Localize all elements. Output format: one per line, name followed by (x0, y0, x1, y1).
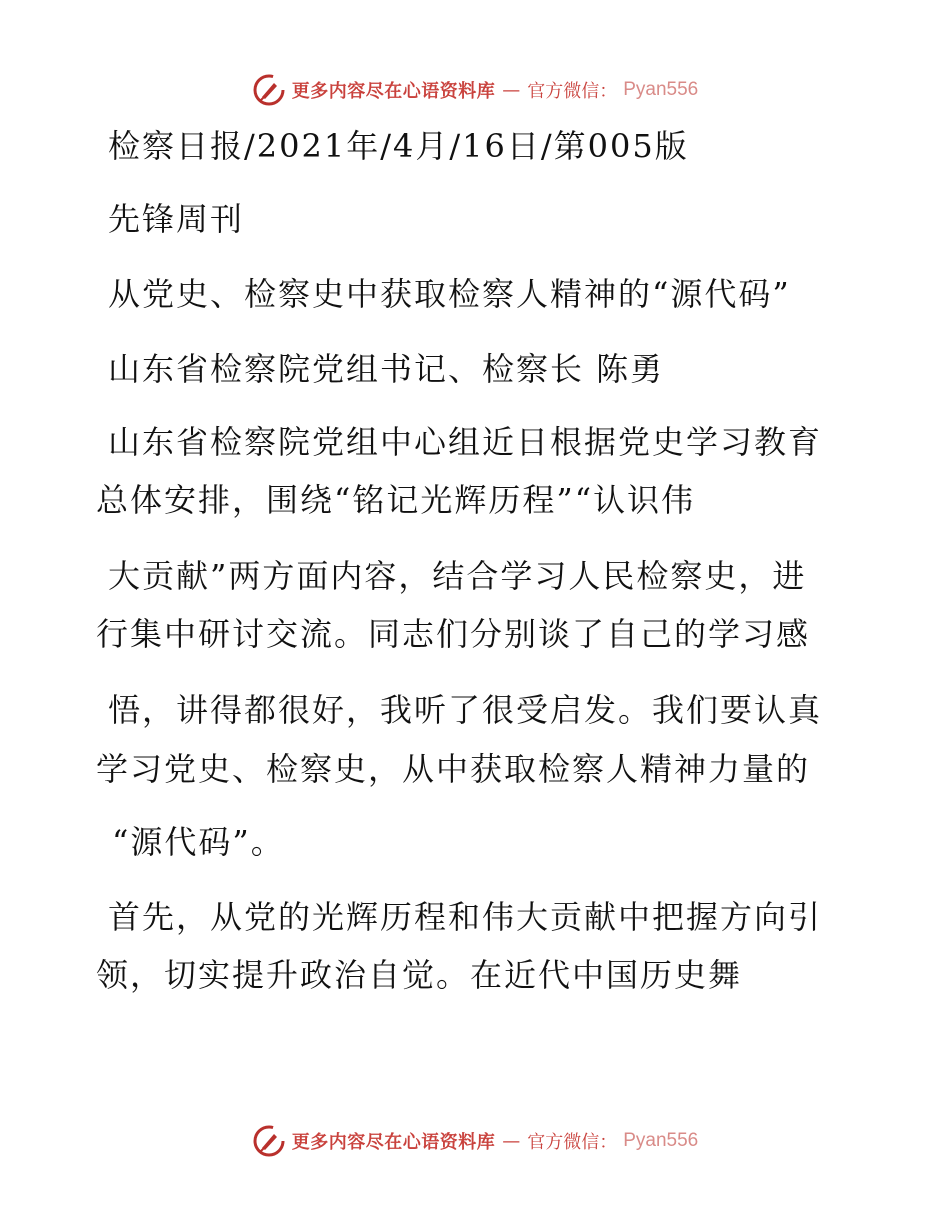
watermark-id: Pyan556 (623, 79, 699, 100)
watermark-id: Pyan556 (623, 1130, 699, 1151)
document-title: 从党史、检察史中获取检察人精神的“源代码” (108, 275, 791, 313)
body-line: 悟，讲得都很好，我听了很受启发。我们要认真 (108, 691, 823, 729)
document-header: 检察日报/2021年/4月/16日/第005版 (108, 127, 689, 165)
watermark-label: 官方微信： (527, 1132, 618, 1153)
watermark-text: 更多内容尽在心语资料库 (291, 81, 496, 102)
watermark-dash: — (502, 1130, 521, 1152)
watermark-label: 官方微信： (527, 81, 618, 102)
document-author: 山东省检察院党组书记、检察长 陈勇 (108, 350, 665, 388)
body-line: 学习党史、检察史，从中获取检察人精神力量的 (96, 750, 811, 788)
body-line: 首先，从党的光辉历程和伟大贡献中把握方向引 (108, 898, 823, 936)
body-line: 总体安排，围绕“铭记光辉历程”“认识伟 (96, 481, 696, 519)
body-line: 山东省检察院党组中心组近日根据党史学习教育 (108, 423, 823, 461)
watermark-text: 更多内容尽在心语资料库 (291, 1132, 496, 1153)
watermark-footer (0, 1121, 950, 1161)
watermark-dash: — (502, 79, 521, 101)
document-section: 先锋周刊 (108, 200, 245, 238)
body-line: 领，切实提升政治自觉。在近代中国历史舞 (96, 956, 743, 994)
body-line: “源代码”。 (112, 823, 285, 861)
body-line: 大贡献”两方面内容，结合学习人民检察史，进 (108, 557, 807, 595)
quill-logo-icon (252, 1124, 286, 1158)
body-line: 行集中研讨交流。同志们分别谈了自己的学习感 (96, 615, 811, 653)
